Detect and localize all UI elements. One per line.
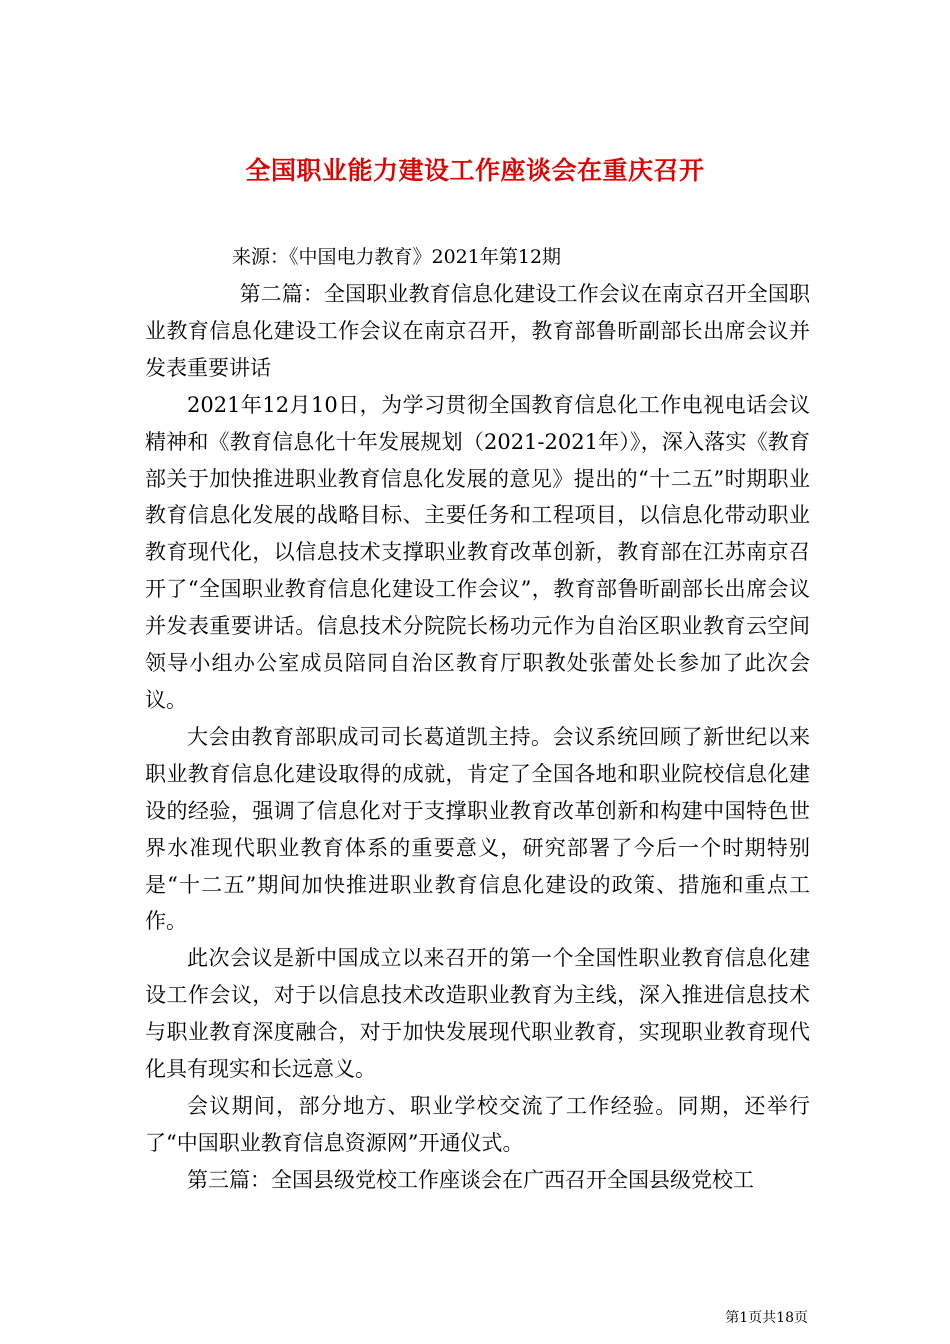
paragraph: 2021年12月10日，为学习贯彻全国教育信息化工作电视电话会议精神和《教育信息化十年发展规划（2021-2021年）》，深入落实《教育部关于加快推进职业教育信息化发展的意见》提出的“十二五”时期职业教育信息化发展的战略目标、主要任务和工程项目，以信息化带动职业教育现代化，以信息技术支撑职业教育改革创新，教育部在江苏南京召开了“全国职业教育信息化建设工作会议”，教育部鲁昕副部长出席会议并发表重要讲话。信息技术分院院长杨功元作为自治区职业教育云空间领导小组办公室成员陪同自治区教育厅职教处张蕾处长参加了此次会议。 — [145, 392, 810, 712]
body-text — [145, 276, 810, 1199]
paragraph-part-three-heading: 第三篇：全国县级党校工作座谈会在广西召开全国县级党校工 — [187, 1167, 754, 1192]
paragraph-part-two-heading: 第二篇：全国职业教育信息化建设工作会议在南京召开全国职业教育信息化建设工作会议在南京召开，教育部鲁昕副部长出席会议并发表重要讲话 — [145, 282, 810, 380]
page-title: 全国职业能力建设工作座谈会在重庆召开 — [245, 155, 705, 185]
page-number-footer: 第1页共18页 — [725, 1310, 808, 1326]
paragraph: 此次会议是新中国成立以来召开的第一个全国性职业教育信息化建设工作会议，对于以信息技术改造职业教育为主线，深入推进信息技术与职业教育深度融合，对于加快发展现代职业教育，实现职业教育现代化具有现实和长远意义。 — [145, 946, 810, 1082]
paragraph: 大会由教育部职成司司长葛道凯主持。会议系统回顾了新世纪以来职业教育信息化建设取得的成就，肯定了全国各地和职业院校信息化建设的经验，强调了信息化对于支撑职业教育改革创新和构建中国特色世界水准现代职业教育体系的重要意义，研究部署了今后一个时期特别是“十二五”期间加快推进职业教育信息化建设的政策、措施和重点工作。 — [145, 724, 810, 934]
source-line: 来源：《中国电力教育》2021年第12期 — [232, 246, 562, 268]
paragraph: 会议期间，部分地方、职业学校交流了工作经验。同期，还举行了“中国职业教育信息资源网”开通仪式。 — [145, 1093, 810, 1155]
